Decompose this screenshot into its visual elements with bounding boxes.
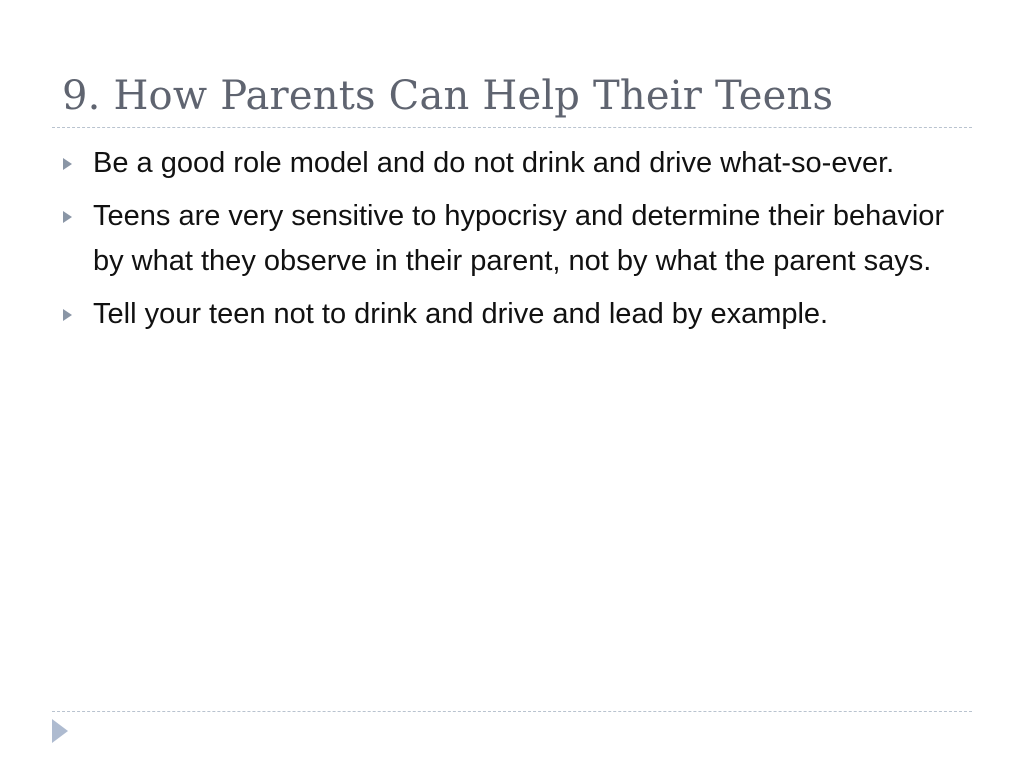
bullet-arrow-icon [63, 211, 72, 223]
bullet-list [62, 141, 962, 345]
bullet-text: Teens are very sensitive to hypocrisy and determine their behavior by what they observe in their parent, not by what the parent says. [93, 200, 945, 277]
footer-divider [52, 711, 972, 712]
slide-title: 9. How Parents Can Help Their Teens [62, 73, 834, 119]
bullet-arrow-icon [63, 158, 72, 170]
bullet-text: Be a good role model and do not drink and drive what-so-ever. [93, 147, 895, 179]
bullet-item [62, 292, 962, 337]
bullet-item [62, 141, 962, 186]
bullet-text: Tell your teen not to drink and drive and lead by example. [93, 298, 829, 330]
bullet-item [62, 194, 962, 284]
bullet-arrow-icon [63, 309, 72, 321]
title-divider [52, 127, 972, 128]
next-arrow-icon[interactable] [52, 719, 68, 743]
